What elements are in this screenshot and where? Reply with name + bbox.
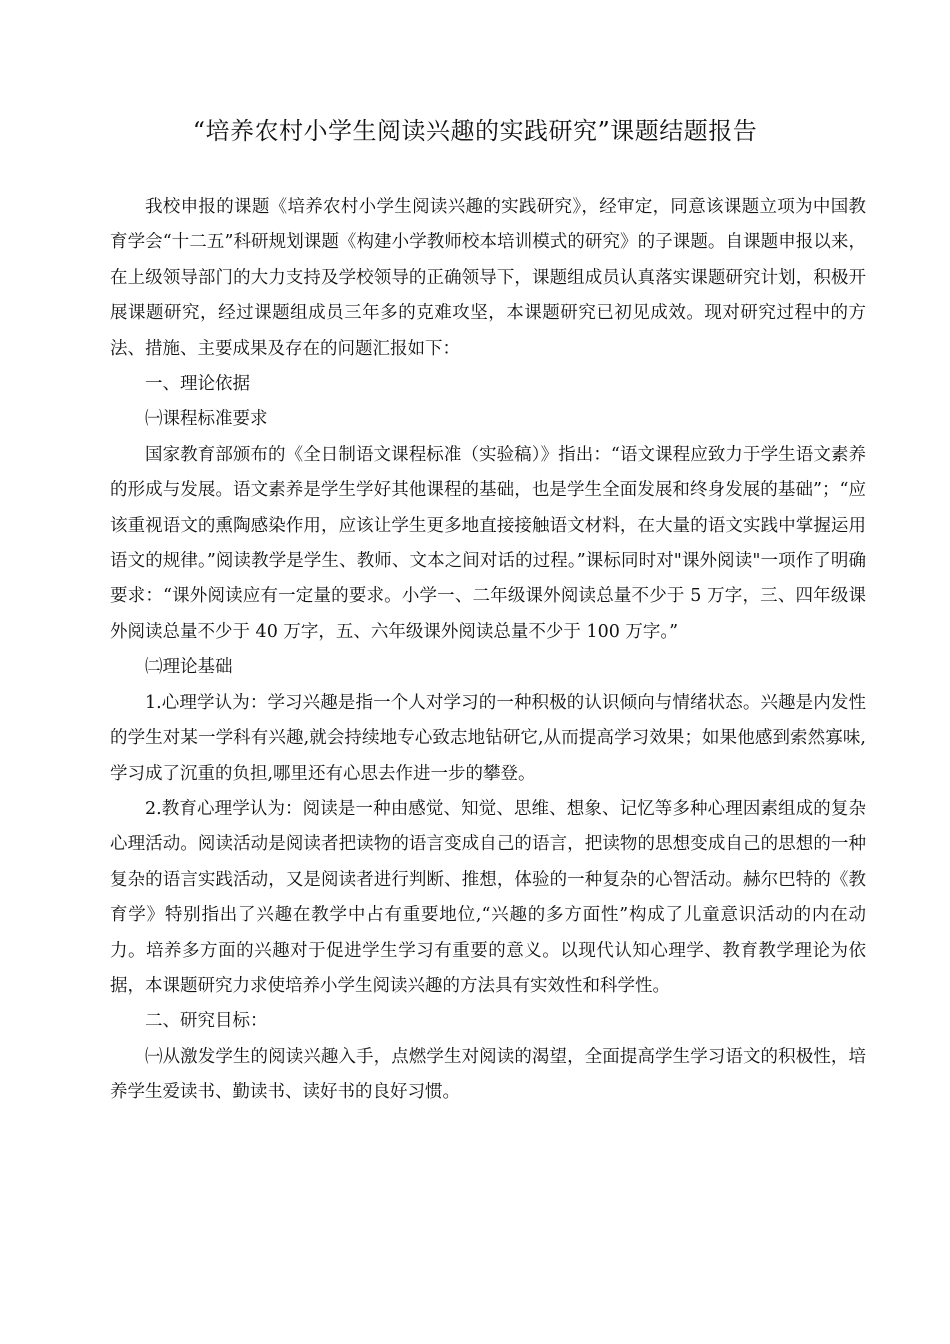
educational-psychology-paragraph: 2.教育心理学认为：阅读是一种由感觉、知觉、思维、想象、记忆等多种心理因素组成的复杂心理活动。阅读活动是阅读者把读物的语言变成自己的语言，把读物的思想变成自己的思想的一种复杂的语言实践活动，又是阅读者进行判断、推想，体验的一种复杂的心智活动。赫尔巴特的《教育学》特别指出了兴趣在教学中占有重要地位,“兴趣的多方面性”构成了儿童意识活动的内在动力。培养多方面的兴趣对于促进学生学习有重要的意义。以现代认知心理学、教育教学理论为依据，本课题研究力求使培养小学生阅读兴趣的方法具有实效性和科学性。 (110, 798, 866, 996)
intro-paragraph: 我校申报的课题《培养农村小学生阅读兴趣的实践研究》，经审定，同意该课题立项为中国教育学会“十二五”科研规划课题《构建小学教师校本培训模式的研究》的子课题。自课题申报以来，在上级领导部门的大力支持及学校领导的正确领导下，课题组成员认真落实课题研究计划，积极开展课题研究，经过课题组成员三年多的克难攻坚，本课题研究已初见成效。现对研究过程中的方法、措施、主要成果及存在的问题汇报如下： (110, 197, 866, 359)
section-heading-goals: 二、研究目标： (145, 1011, 268, 1032)
curriculum-paragraph: 国家教育部颁布的《全日制语文课程标准（实验稿）》指出：“语文课程应致力于学生语文素养的形成与发展。语文素养是学生学好其他课程的基础，也是学生全面发展和终身发展的基础”；“应该重视语文的熏陶感染作用，应该让学生更多地直接接触语文材料，在大量的语文实践中掌握运用语文的规律。”阅读教学是学生、教师、文本之间对话的过程。”课标同时对"课外阅读"一项作了明确要求：“课外阅读应有一定量的要求。小学一、二年级课外阅读总量不少于 5 万字，三、四年级课外阅读总量不少于 40 万字，五、六年级课外阅读总量不少于 100 万字。” (110, 444, 866, 642)
section-heading-theory: 一、理论依据 (145, 374, 250, 395)
psychology-paragraph: 1.心理学认为：学习兴趣是指一个人对学习的一种积极的认识倾向与情绪状态。兴趣是内发性的学生对某一学科有兴趣,就会持续地专心致志地钻研它,从而提高学习效果；如果他感到索然寡味,学习成了沉重的负担,哪里还有心思去作进一步的攀登。 (110, 692, 866, 784)
subsection-heading-curriculum: ㈠课程标准要求 (145, 409, 268, 430)
document-title: “培养农村小学生阅读兴趣的实践研究”课题结题报告 (192, 117, 758, 145)
document-body (110, 190, 866, 1111)
subsection-heading-foundation: ㈡理论基础 (145, 657, 233, 678)
goal-paragraph: ㈠从激发学生的阅读兴趣入手，点燃学生对阅读的渴望，全面提高学生学习语文的积极性，培养学生爱读书、勤读书、读好书的良好习惯。 (110, 1046, 866, 1103)
